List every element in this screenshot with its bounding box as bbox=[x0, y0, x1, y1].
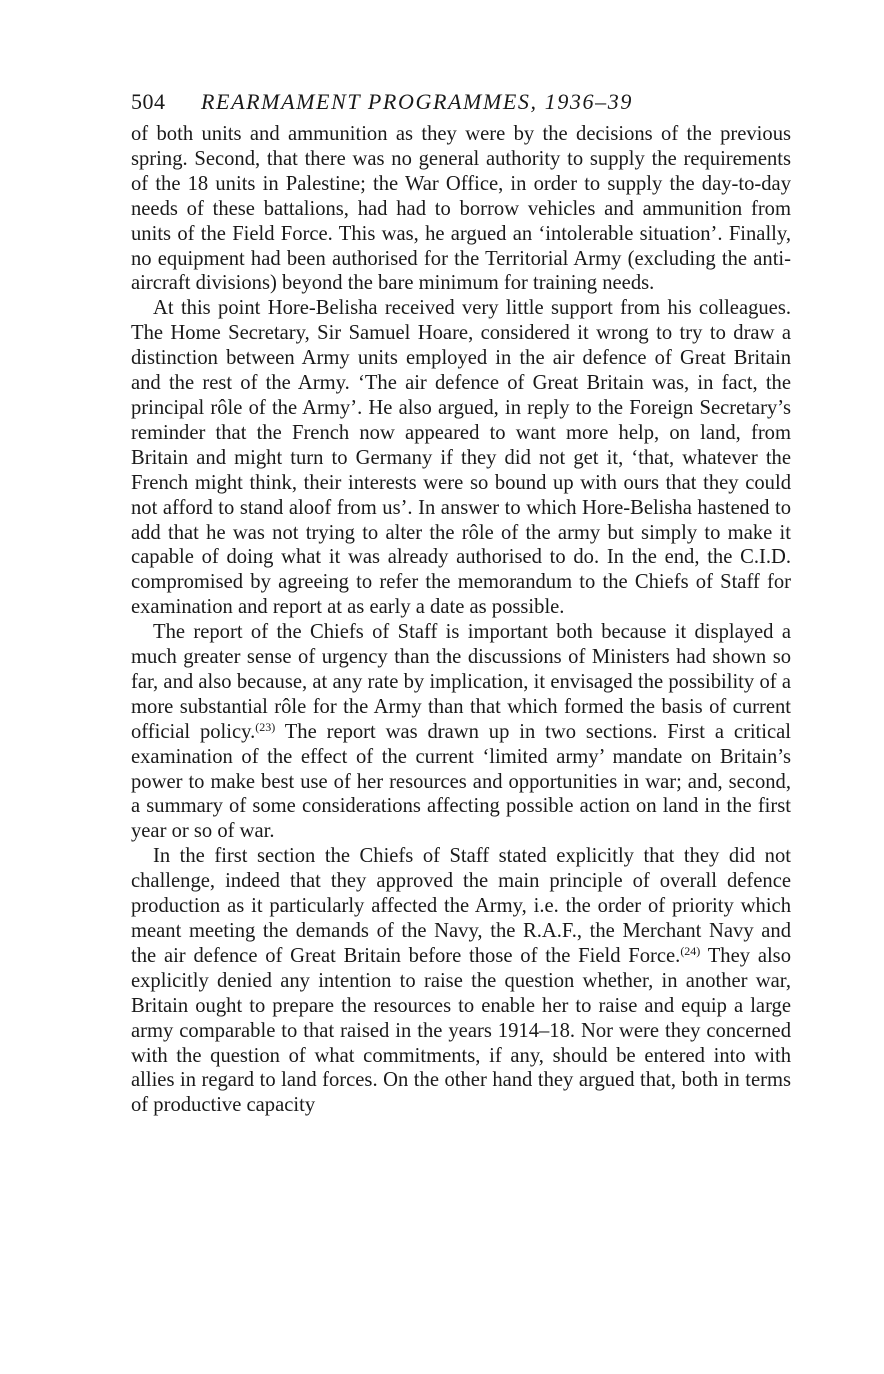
running-head bbox=[131, 86, 791, 122]
running-title: REARMAMENT PROGRAMMES, 1936–39 bbox=[201, 89, 633, 114]
paragraph-1-text: of both units and ammunition as they were by the decisions of the previous spring. Second, that there was no general authority to supply the requirements of the 18 units in Palestine; the War Office, in order to supply the day-to-day needs of these battalions, had had to borrow vehicles and ammunition from units of the Field Force. This was, he argued an ‘intolerable situation’. Finally, no equipment had been authorised for the Territorial Army (excluding the anti-aircraft divisions) beyond the bare minimum for training needs. bbox=[131, 123, 791, 295]
paragraph-1 bbox=[131, 122, 791, 296]
paragraph-4-text-before-note: In the first section the Chiefs of Staff stated explicitly that they did not challenge, indeed that they approved the main principle of overall defence production as it particularly affected the Army, i.e. the order of priority which meant meeting the demands of the Navy, the R.A.F., the Merchant Navy and the air defence of Great Britain before those of the Field Force. bbox=[131, 845, 791, 967]
paragraph-2 bbox=[131, 296, 791, 620]
body-text bbox=[131, 122, 791, 1118]
book-page bbox=[131, 86, 791, 1118]
paragraph-2-text: At this point Hore-Belisha received very little support from his colleagues. The Home Secretary, Sir Samuel Hoare, considered it wrong to try to draw a distinction between Army units employed in the air defence of Great Britain and the rest of the Army. ‘The air defence of Great Britain was, in fact, the principal rôle of the Army’. He also argued, in reply to the Foreign Secretary’s reminder that the French now appeared to want more help, on land, from Britain and might turn to Germany if they did not get it, ‘that, whatever the French might think, their interests were so bound up with ours that they could not afford to stand aloof from us’. In answer to which Hore-Belisha hastened to add that he was not trying to alter the rôle of the army but simply to make it capable of doing what it was already authorised to do. In the end, the C.I.D. compromised by agreeing to refer the memorandum to the Chiefs of Staff for examination and report at as early a date as possible. bbox=[131, 297, 791, 619]
footnote-ref-24: (24) bbox=[680, 943, 701, 958]
paragraph-4-text-after-note: They also explicitly denied any intention to raise the question whether, in another war, Britain ought to prepare the resources to enable her to raise and equip a large army comparable to that raised in the years 1914–18. Nor were they concerned with the question of what commitments, if any, should be entered into with allies in regard to land forces. On the other hand they argued that, both in terms of productive capacity bbox=[131, 944, 791, 1117]
paragraph-3-text-before-note: The report of the Chiefs of Staff is important both because it displayed a much greater sense of urgency than the discussions of Ministers had shown so far, and also because, at any rate by implication, it envisaged the possibility of a more substantial rôle for the Army than that which formed the basis of current official policy. bbox=[131, 621, 791, 743]
page-number: 504 bbox=[131, 89, 166, 114]
footnote-ref-23: (23) bbox=[255, 719, 276, 734]
paragraph-4 bbox=[131, 844, 791, 1118]
paragraph-3 bbox=[131, 620, 791, 844]
paragraph-3-text-after-note: The report was drawn up in two sections. First a critical examination of the effect of the current ‘limited army’ mandate on Britain’s power to make best use of her resources and opportunities in war; and, second, a summary of some considerations affecting possible action on land in the first year or so of war. bbox=[131, 720, 791, 843]
